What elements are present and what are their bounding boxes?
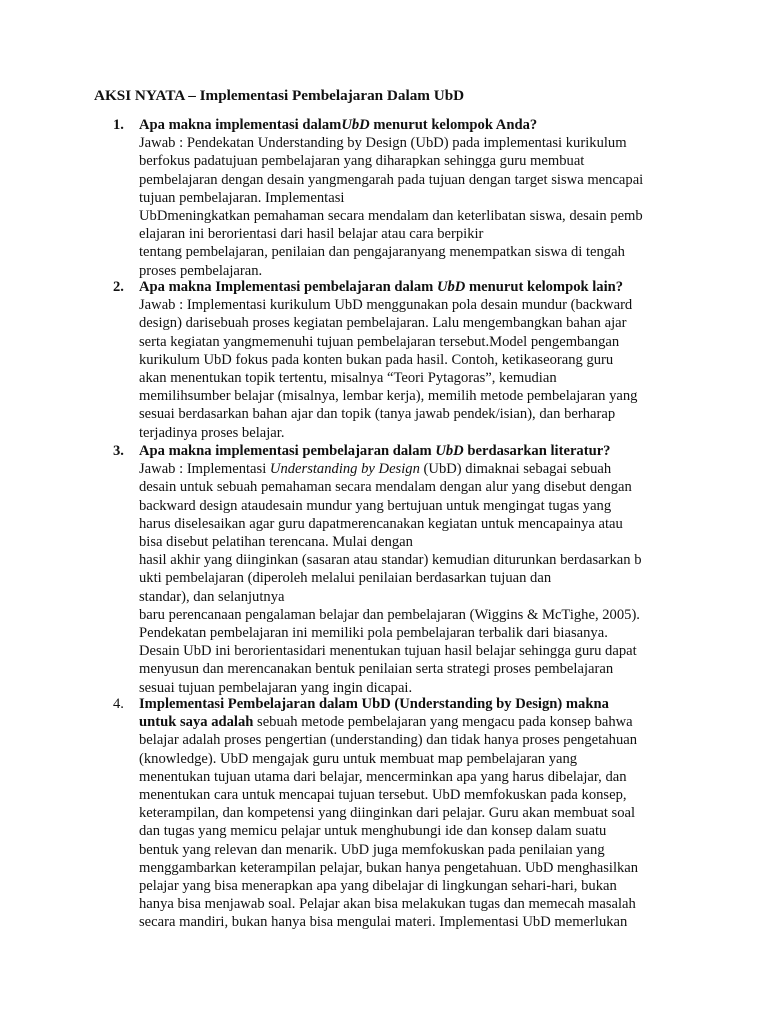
item-number: 1.	[113, 117, 124, 133]
answer-line: menyusun dan merencanakan bentuk penilaian serta strategi proses pembelajaran	[139, 661, 614, 678]
answer-line: baru perencanaan pengalaman belajar dan pembelajaran (Wiggins & McTighe, 2005).	[139, 606, 640, 623]
question-text-end: menurut kelompok Anda?	[369, 117, 538, 133]
answer-line: tujuan pembelajaran. Implementasi	[139, 189, 345, 206]
answer-line: proses pembelajaran.	[139, 262, 263, 279]
answer-line: secara mandiri, bukan hanya bisa mengulai materi. Implementasi UbD memerlukan	[139, 914, 628, 931]
question-text-end: menurut kelompok lain?	[465, 279, 624, 295]
list-item-2	[113, 278, 693, 442]
document-title: AKSI NYATA – Implementasi Pembelajaran Dalam UbD	[94, 87, 465, 104]
answer-line: memilihsumber belajar (misalnya, lembar kerja), memilih metode pembelajaran yang	[139, 388, 638, 405]
heading-rest-text: sebuah metode pembelajaran yang mengacu pada konsep bahwa	[253, 714, 633, 731]
ubd-term: UbD	[341, 117, 370, 133]
answer-line: elajaran ini berorientasi dari hasil belajar atau cara berpikir	[139, 226, 484, 243]
question-text: Apa makna Implementasi pembelajaran dalam	[139, 279, 437, 295]
answer-line: ukti pembelajaran (diperoleh melalui penilaian berdasarkan tujuan dan	[139, 570, 552, 587]
answer-line: menentukan tujuan utama dari belajar, mencerminkan apa yang harus dibelajar, dan	[139, 768, 627, 785]
answer-line: desain untuk sebuah pemahaman secara mendalam dengan alur yang disebut dengan	[139, 479, 632, 496]
answer-line	[139, 460, 693, 478]
question-line	[139, 278, 693, 296]
answer-line: pembelajaran dengan desain yangmengarah pada tujuan dengan target siswa mencapai	[139, 171, 644, 188]
answer-line: (knowledge). UbD mengajak guru untuk membuat map pembelajaran yang	[139, 750, 578, 767]
answer-line: sesuai tujuan pembelajaran yang ingin dicapai.	[139, 679, 413, 696]
ubd-term: UbD	[435, 443, 464, 459]
answer-line: bisa disebut pelatihan terencana. Mulai dengan	[139, 534, 413, 551]
answer-line: keterampilan, dan kompetensi yang diinginkan dari pelajar. Guru akan membuat soal	[139, 805, 636, 822]
answer-line: hasil akhir yang diinginkan (sasaran atau standar) kemudian diturunkan berdasarkan b	[139, 552, 642, 569]
ubd-term: UbD	[436, 279, 466, 295]
answer-line: backward design ataudesain mundur yang bertujuan untuk mengingat tugas yang	[139, 497, 612, 514]
question-line	[139, 442, 693, 460]
answer-line: hanya bisa menjawab soal. Pelajar akan bisa melakukan tugas dan memecah masalah	[139, 896, 636, 913]
answer-line: belajar adalah proses pengertian (understanding) dan tidak hanya proses pengetahuan	[139, 732, 638, 749]
answer-line: Pendekatan pembelajaran ini memiliki pola pembelajaran terbalik dari biasanya.	[139, 625, 608, 642]
answer-line: tentang pembelajaran, penilaian dan pengajaranyang menempatkan siswa di tengah	[139, 244, 625, 261]
heading-line	[139, 713, 693, 731]
answer-line: kurikulum UbD fokus pada konten bukan pada hasil. Contoh, ketikaseorang guru	[139, 351, 614, 368]
answer-line: dan tugas yang memicu pelajar untuk menghubungi ide dan konsep dalam suatu	[139, 823, 607, 840]
question-text: Apa makna implementasi pembelajaran dalam	[139, 443, 436, 459]
answer-line: sesuai berdasarkan bahan ajar dan topik (tanya jawab pendek/isian), dan berharap	[139, 406, 616, 423]
answer-line: akan menentukan topik tertentu, misalnya “Teori Pytagoras”, kemudian	[139, 370, 557, 387]
answer-line: berfokus padatujuan pembelajaran yang diharapkan sehingga guru membuat	[139, 153, 585, 170]
item-number: 2.	[113, 279, 124, 295]
question-line	[139, 116, 693, 134]
answer-line: pelajar yang bisa menerapkan apa yang dibelajar di lingkungan sehari-hari, bukan	[139, 878, 617, 895]
answer-line: harus diselesaikan agar guru dapatmerencanakan kegiatan untuk mencapainya atau	[139, 515, 623, 532]
answer-line: standar), dan selanjutnya	[139, 588, 285, 605]
answer-line: design) darisebuah proses kegiatan pembelajaran. Lalu mengembangkan bahan ajar	[139, 315, 627, 332]
italic-term: Understanding by Design	[269, 461, 420, 478]
list-item-4	[113, 695, 693, 932]
question-text: Apa makna implementasi dalam	[139, 117, 342, 133]
answer-line: bentuk yang relevan dan menarik. UbD juga memfokuskan pada penilaian yang	[139, 841, 605, 858]
answer-line: serta kegiatan yangmemenuhi tujuan pembelajaran tersebut.Model pengembangan	[139, 333, 620, 350]
list-item-1	[113, 116, 693, 280]
question-text-end: berdasarkan literatur?	[463, 443, 611, 459]
item-number: 3.	[113, 443, 124, 459]
list-item-3	[113, 442, 693, 697]
answer-text: Jawab : Implementasi	[139, 461, 270, 478]
heading-line: Implementasi Pembelajaran dalam UbD (Understanding by Design) makna	[139, 696, 609, 712]
heading-bold-text: untuk saya adalah	[139, 714, 254, 731]
answer-line: Desain UbD ini berorientasidari menentukan tujuan hasil belajar sehingga guru dapat	[139, 643, 637, 660]
answer-text-end: (UbD) dimaknai sebagai sebuah	[419, 461, 612, 478]
answer-line: menggambarkan keterampilan pelajar, bukan hanya pengetahuan. UbD menghasilkan	[139, 859, 639, 876]
answer-line: UbDmeningkatkan pemahaman secara mendalam dan keterlibatan siswa, desain pemb	[139, 208, 643, 225]
answer-line: Jawab : Implementasi kurikulum UbD menggunakan pola desain mundur (backward	[139, 297, 633, 314]
answer-line: menentukan cara untuk mencapai tujuan tersebut. UbD memfokuskan pada konsep,	[139, 787, 627, 804]
answer-line: Jawab : Pendekatan Understanding by Design (UbD) pada implementasi kurikulum	[139, 135, 627, 152]
item-number: 4.	[113, 696, 124, 712]
answer-line: terjadinya proses belajar.	[139, 424, 285, 441]
